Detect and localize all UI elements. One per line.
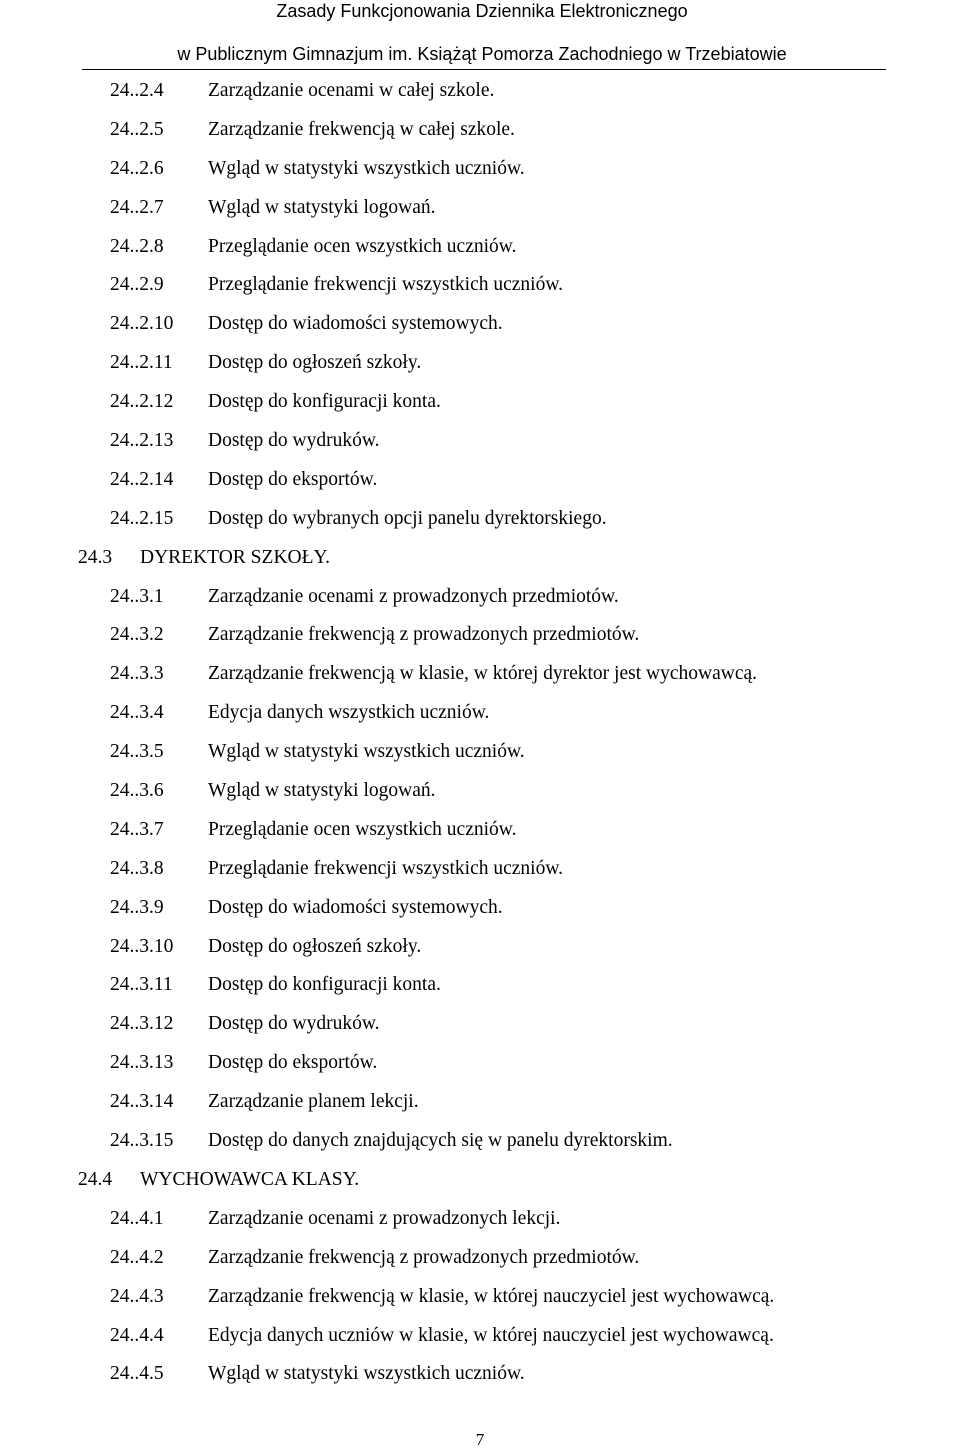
item-text: Wgląd w statystyki wszystkich uczniów.: [208, 157, 525, 179]
item-text: Zarządzanie frekwencją w całej szkole.: [208, 118, 515, 140]
list-item: [0, 772, 960, 811]
item-text: Przeglądanie ocen wszystkich uczniów.: [208, 818, 517, 840]
item-number: 24..4.5: [110, 1363, 164, 1385]
item-text: Zarządzanie ocenami z prowadzonych lekcji.: [208, 1207, 561, 1229]
item-number: 24..3.11: [110, 974, 173, 996]
item-text: Zarządzanie frekwencją w klasie, w której nauczyciel jest wychowawcą.: [208, 1285, 775, 1307]
list-item: [0, 344, 960, 383]
item-text: Dostęp do ogłoszeń szkoły.: [208, 352, 422, 374]
item-number: 24..3.2: [110, 624, 164, 646]
item-number: 24..4.1: [110, 1207, 164, 1229]
item-number: 24..2.13: [110, 430, 174, 452]
document-header-subtitle: w Publicznym Gimnazjum im. Książąt Pomorza Zachodniego w Trzebiatowie: [177, 44, 787, 64]
document-header-title: Zasady Funkcjonowania Dziennika Elektronicznego: [276, 1, 688, 21]
list-item: [0, 733, 960, 772]
section-heading: [0, 539, 960, 578]
item-text: Przeglądanie ocen wszystkich uczniów.: [208, 235, 517, 257]
item-number: 24..3.15: [110, 1130, 174, 1152]
page-number: 7: [475, 1430, 485, 1449]
list-item: [0, 228, 960, 267]
list-item: [0, 266, 960, 305]
list-item: [0, 966, 960, 1005]
list-item: [0, 1317, 960, 1356]
list-item: [0, 616, 960, 655]
item-text: Dostęp do eksportów.: [208, 1052, 378, 1074]
item-number: 24..3.7: [110, 818, 164, 840]
item-number: 24..4.2: [110, 1246, 164, 1268]
item-number: 24..3.8: [110, 857, 164, 879]
list-item: [0, 1044, 960, 1083]
list-item: [0, 694, 960, 733]
item-text: Wgląd w statystyki logowań.: [208, 780, 436, 802]
item-text: Wgląd w statystyki logowań.: [208, 196, 436, 218]
list-item: [0, 500, 960, 539]
list-item: [0, 850, 960, 889]
item-text: Zarządzanie ocenami w całej szkole.: [208, 80, 495, 101]
list-item: [0, 383, 960, 422]
item-number: 24..3.6: [110, 780, 164, 802]
item-number: 24.4: [78, 1168, 113, 1190]
item-number: 24..3.14: [110, 1091, 174, 1113]
list-item: [0, 1200, 960, 1239]
list-item: [0, 1278, 960, 1317]
item-text: DYREKTOR SZKOŁY.: [140, 546, 330, 568]
item-number: 24.3: [78, 546, 113, 568]
list-item: [0, 578, 960, 617]
item-number: 24..4.4: [110, 1324, 164, 1346]
item-text: Wgląd w statystyki wszystkich uczniów.: [208, 741, 525, 763]
item-number: 24..2.14: [110, 468, 174, 490]
section-heading: [0, 1161, 960, 1200]
item-number: 24..3.1: [110, 585, 164, 607]
item-text: Dostęp do konfiguracji konta.: [208, 974, 441, 996]
item-number: 24..2.12: [110, 391, 174, 413]
item-text: Edycja danych wszystkich uczniów.: [208, 702, 490, 724]
item-text: Dostęp do konfiguracji konta.: [208, 391, 441, 413]
item-number: 24..3.10: [110, 935, 174, 957]
item-text: WYCHOWAWCA KLASY.: [140, 1168, 360, 1190]
item-number: 24..2.9: [110, 274, 164, 296]
item-number: 24..2.11: [110, 352, 173, 374]
list-item: [0, 928, 960, 967]
item-text: Dostęp do wiadomości systemowych.: [208, 896, 503, 918]
list-item: [0, 150, 960, 189]
item-number: 24..2.8: [110, 235, 164, 257]
list-item: [0, 72, 960, 111]
list-item: [0, 1239, 960, 1278]
list-item: [0, 811, 960, 850]
list-item: [0, 1355, 960, 1394]
list-item: [0, 655, 960, 694]
item-text: Dostęp do wybranych opcji panelu dyrektorskiego.: [208, 507, 607, 529]
item-text: Przeglądanie frekwencji wszystkich uczniów.: [208, 857, 564, 879]
item-number: 24..3.4: [110, 702, 164, 724]
item-text: Zarządzanie frekwencją w klasie, w której dyrektor jest wychowawcą.: [208, 663, 757, 685]
item-text: Dostęp do eksportów.: [208, 468, 378, 490]
item-number: 24..2.7: [110, 196, 164, 218]
list-item: [0, 1005, 960, 1044]
item-number: 24..2.6: [110, 157, 164, 179]
list-item: [0, 1083, 960, 1122]
header-divider: [82, 69, 886, 70]
list-item: [0, 111, 960, 150]
item-number: 24..3.12: [110, 1013, 174, 1035]
item-text: Zarządzanie frekwencją z prowadzonych przedmiotów.: [208, 1246, 640, 1268]
item-text: Zarządzanie planem lekcji.: [208, 1091, 419, 1113]
item-text: Dostęp do wydruków.: [208, 430, 380, 452]
list-item: [0, 189, 960, 228]
item-number: 24..3.13: [110, 1052, 174, 1074]
item-text: Zarządzanie frekwencją z prowadzonych przedmiotów.: [208, 624, 640, 646]
document-body: [0, 72, 960, 1394]
item-text: Dostęp do ogłoszeń szkoły.: [208, 935, 422, 957]
list-item: [0, 305, 960, 344]
item-number: 24..2.15: [110, 507, 174, 529]
item-number: 24..2.4: [110, 80, 164, 101]
item-text: Dostęp do wiadomości systemowych.: [208, 313, 503, 335]
item-number: 24..3.3: [110, 663, 164, 685]
item-text: Dostęp do danych znajdujących się w panelu dyrektorskim.: [208, 1130, 673, 1152]
item-number: 24..3.5: [110, 741, 164, 763]
item-number: 24..4.3: [110, 1285, 164, 1307]
item-number: 24..3.9: [110, 896, 164, 918]
item-text: Zarządzanie ocenami z prowadzonych przedmiotów.: [208, 585, 619, 607]
list-item: [0, 422, 960, 461]
item-text: Wgląd w statystyki wszystkich uczniów.: [208, 1363, 525, 1385]
item-number: 24..2.10: [110, 313, 174, 335]
item-text: Przeglądanie frekwencji wszystkich uczniów.: [208, 274, 564, 296]
list-item: [0, 889, 960, 928]
list-item: [0, 461, 960, 500]
list-item: [0, 1122, 960, 1161]
item-text: Dostęp do wydruków.: [208, 1013, 380, 1035]
item-number: 24..2.5: [110, 118, 164, 140]
item-text: Edycja danych uczniów w klasie, w której nauczyciel jest wychowawcą.: [208, 1324, 774, 1346]
